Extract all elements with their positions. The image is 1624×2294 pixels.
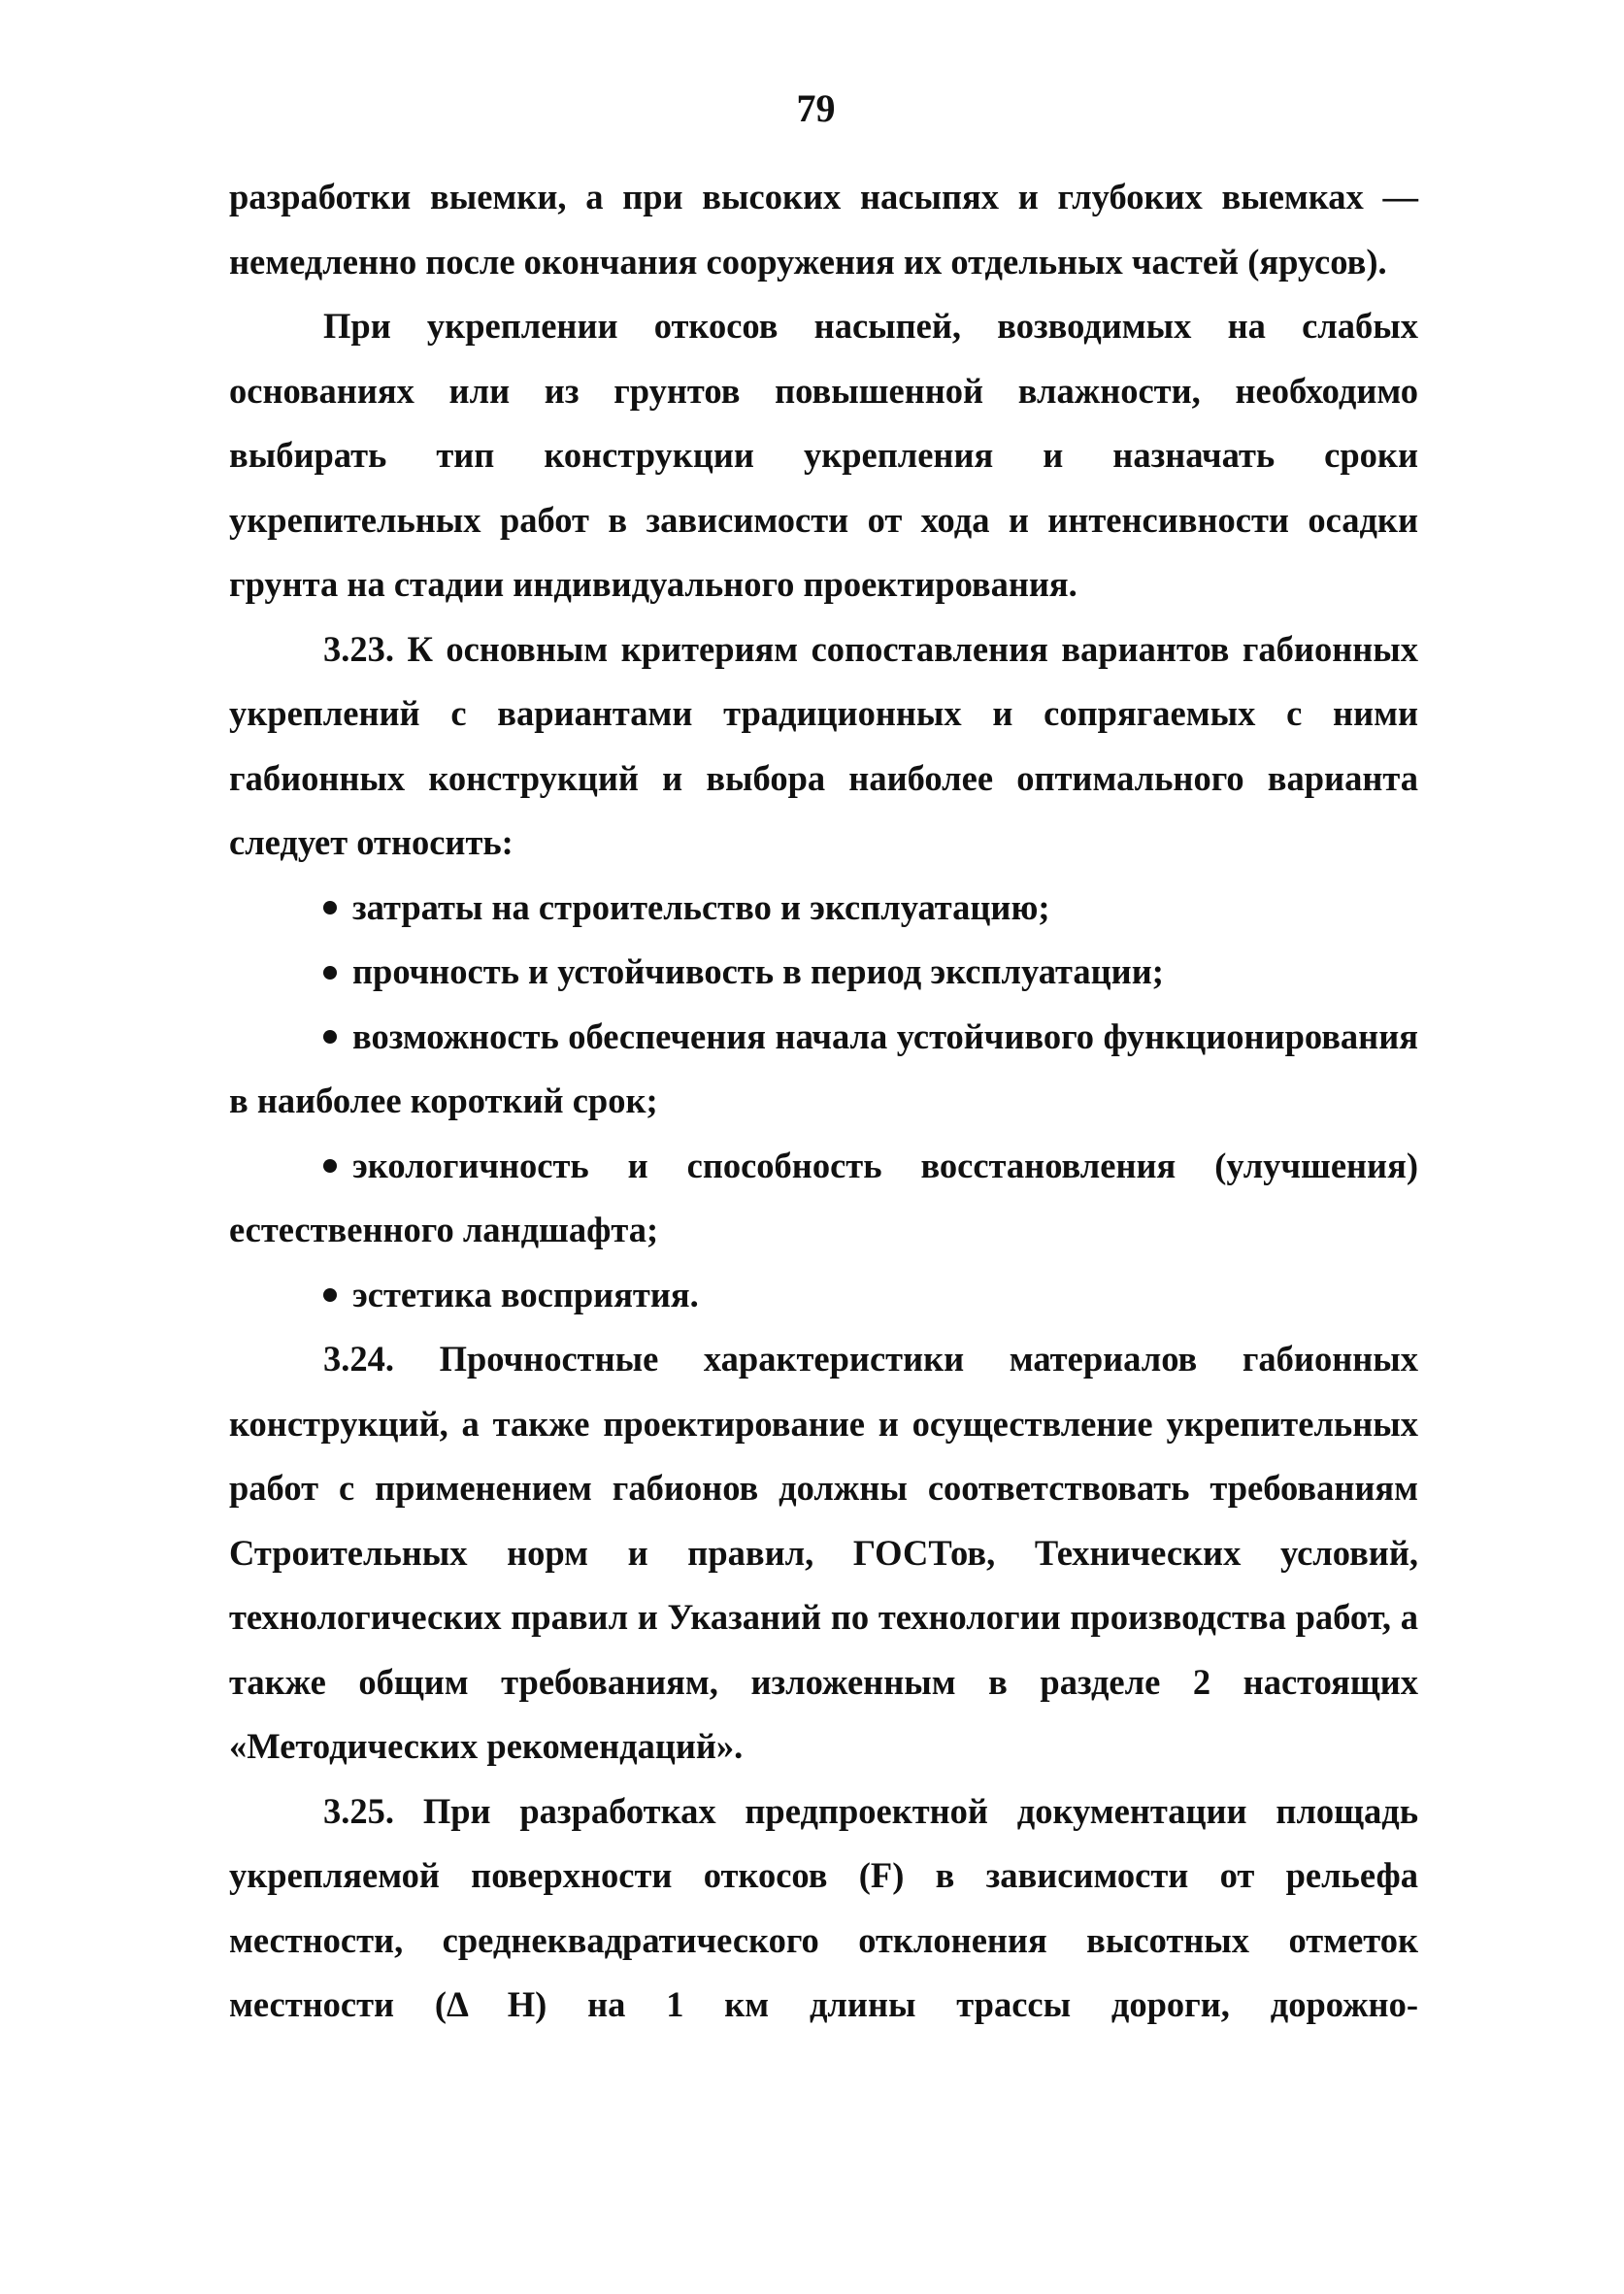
bullet-icon <box>323 901 337 914</box>
bullet-icon <box>323 966 337 980</box>
list-item-text: возможность обеспечения начала устойчивого функционирования в наиболее короткий срок; <box>229 1015 1418 1120</box>
list-item <box>229 1263 1418 1328</box>
body-text <box>229 165 1418 2038</box>
list-item <box>229 1005 1418 1134</box>
page-number: 79 <box>796 86 836 130</box>
bullet-icon <box>323 1159 337 1173</box>
paragraph-continuation: разработки выемки, а при высоких насыпях и глубоких выемках — немедленно после окончания сооружения их отдельных частей (ярусов). <box>229 177 1418 282</box>
list-item-text: затраты на строительство и эксплуатацию; <box>352 886 1050 927</box>
list-item-text: эстетика восприятия. <box>352 1274 699 1314</box>
list-item <box>229 1134 1418 1263</box>
list-item-text: экологичность и способность восстановления (улучшения) естественного ландшафта; <box>229 1145 1418 1249</box>
paragraph-weak-foundations: При укреплении откосов насыпей, возводимых на слабых основаниях или из грунтов повышенной влажности, необходимо выбирать тип конструкции укрепления и назначать сроки укрепительных работ в зависимости от хода и интенсивности осадки грунта на стадии индивидуального проектирования. <box>229 306 1418 604</box>
list-item <box>229 940 1418 1005</box>
list-item-text: прочность и устойчивость в период эксплуатации; <box>352 951 1164 991</box>
list-item <box>229 876 1418 941</box>
paragraph-3-24: 3.24. Прочностные характеристики материалов габионных конструкций, а также проектирование и осуществление укрепительных работ с применением габионов должны соответствовать требованиям Строительных норм и правил, ГОСТов, Технических условий, технологических правил и Указаний по технологии производства работ, а также общим требованиям, изложенным в разделе 2 настоящих «Методических рекомендаций». <box>229 1339 1418 1766</box>
paragraph-3-25: 3.25. При разработках предпроектной документации площадь укрепляемой поверхности откосов (F) в зависимости от рельефа местности, среднеквадратического отклонения высотных отметок местности (Δ H) на 1 км длины трассы дороги, дорожно- <box>229 1790 1418 2024</box>
bullet-icon <box>323 1288 337 1302</box>
bullet-icon <box>323 1030 337 1044</box>
criteria-list <box>229 876 1418 1328</box>
paragraph-3-23: 3.23. К основным критериям сопоставления вариантов габионных укреплений с вариантами традиционных и сопрягаемых с ними габионных конструкций и выбора наиболее оптимального варианта следует относить: <box>229 628 1418 862</box>
